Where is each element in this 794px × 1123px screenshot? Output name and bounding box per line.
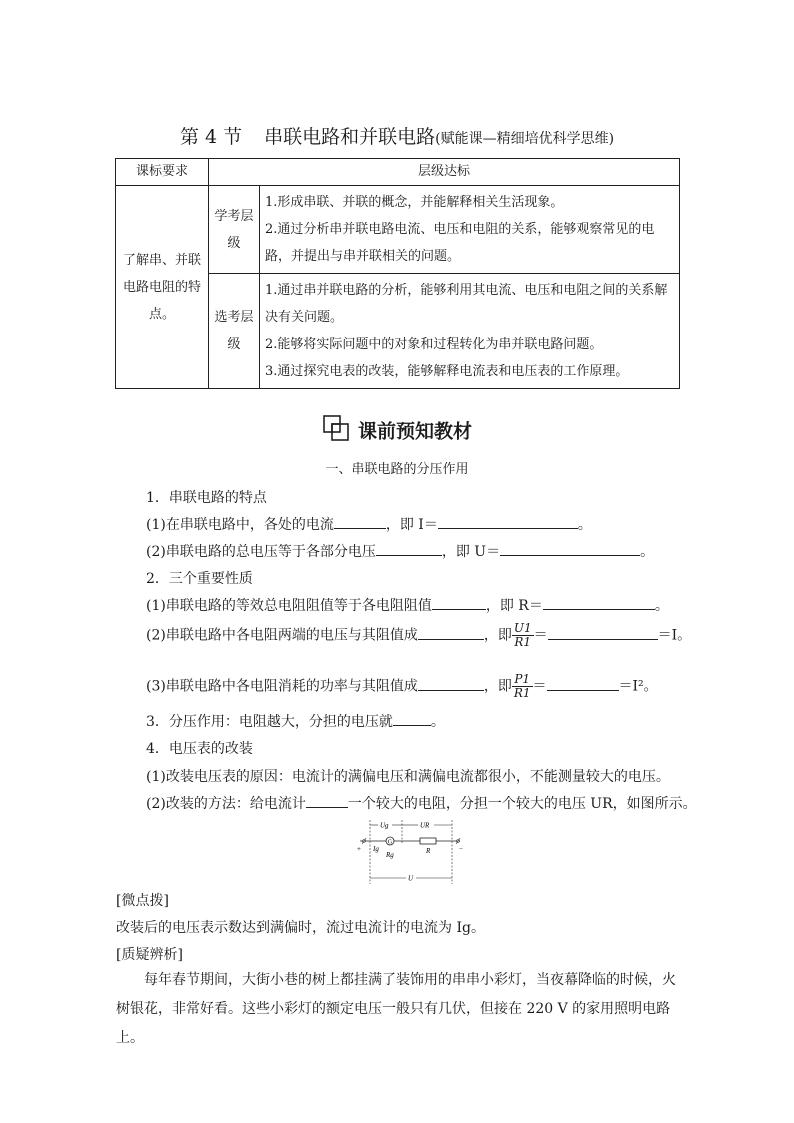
fill-blank[interactable] xyxy=(418,676,484,691)
plus-label: + xyxy=(357,845,361,853)
question-label: [质疑辨析] xyxy=(116,947,183,963)
line-3: (1)串联电路的等效总电阻阻值等于各电阻阻值 ，即 R＝ 。 xyxy=(146,595,669,615)
fill-blank[interactable] xyxy=(547,676,619,691)
section-label: 课前预知教材 xyxy=(357,420,472,443)
r-label: R xyxy=(426,847,431,855)
xuankao-label: 选考层级 xyxy=(209,274,260,389)
line-8: (2)改装的方法：给电流计 一个较大的电阻，分担一个较大的电压 UR，如图所示。 xyxy=(146,793,697,813)
question-paragraph: 每年春节期间，大街小巷的树上都挂满了装饰用的串串小彩灯，当夜幕降临的时候，火树银花，非常好看。这些小彩灯的额定电压一般只有几伏，但接在 220 V 的家用照明电路上。 xyxy=(116,972,676,1046)
heading-1: 1．串联电路的特点 xyxy=(146,490,267,506)
xuankao-items xyxy=(260,274,680,389)
xuekao-item: 2.通过分析串并联电路电流、电压和电阻的关系，能够观察常见的电路，并提出与串并联相关的问题。 xyxy=(265,222,655,264)
line-5: (3)串联电路中各电阻消耗的功率与其阻值成 ，即 $\frac{P1}{R1}$ ＝ ＝I²。 xyxy=(146,672,658,700)
fill-blank[interactable] xyxy=(548,625,658,640)
fraction: $\frac{U1}{R1}$ xyxy=(513,621,532,649)
u-label: U xyxy=(408,874,414,883)
objectives-table xyxy=(115,158,680,389)
minus-label: − xyxy=(459,845,463,853)
heading-2: 2．三个重要性质 xyxy=(146,571,253,587)
xuankao-item: 1.通过串并联电路的分析，能够利用其电流、电压和电阻之间的关系解决有关问题。 xyxy=(265,283,668,325)
line-1: (1)在串联电路中，各处的电流 ，即 I＝ 。 xyxy=(146,514,592,534)
voltmeter-circuit-diagram xyxy=(356,818,466,890)
line-2: (2)串联电路的总电压等于各部分电压 ，即 U＝ 。 xyxy=(146,541,654,561)
xuekao-item: 1.形成串联、并联的概念，并能解释相关生活现象。 xyxy=(265,195,564,210)
section-heading xyxy=(0,414,794,446)
ur-label: UR xyxy=(420,821,430,830)
fill-blank[interactable] xyxy=(543,595,655,610)
section-number: 第 4 节 xyxy=(179,126,243,148)
fill-blank[interactable] xyxy=(438,514,578,529)
galvanometer-label: G xyxy=(387,839,393,846)
ig-label: Ig xyxy=(373,845,379,853)
fraction: $\frac{P1}{R1}$ xyxy=(513,672,531,700)
header-levels: 层级达标 xyxy=(209,159,680,186)
rg-label: Rg xyxy=(386,851,394,859)
xuankao-item: 3.通过探究电表的改装，能够解释电流表和电压表的工作原理。 xyxy=(265,364,629,379)
fill-blank[interactable] xyxy=(393,711,431,726)
line-7: (1)改装电压表的原因：电流计的满偏电压和满偏电流都很小，不能测量较大的电压。 xyxy=(146,769,670,785)
line-4: (2)串联电路中各电阻两端的电压与其阻值成 ，即 $\frac{U1}{R1}$ ＝ ＝I。 xyxy=(146,621,692,649)
fill-blank[interactable] xyxy=(306,793,348,808)
fill-blank[interactable] xyxy=(334,514,386,529)
header-requirement: 课标要求 xyxy=(116,159,209,186)
page-title xyxy=(0,122,794,149)
overlapping-squares-icon xyxy=(322,414,350,446)
fill-blank[interactable] xyxy=(418,625,484,640)
title-main: 串联电路和并联电路 xyxy=(264,126,436,148)
tip-label: [微点拨] xyxy=(116,893,169,909)
xuekao-items xyxy=(260,186,680,274)
xuankao-item: 2.能够将实际问题中的对象和过程转化为串并联电路问题。 xyxy=(265,337,603,352)
xuekao-label: 学考层级 xyxy=(209,186,260,274)
ug-label: Ug xyxy=(380,821,389,830)
line-6: 3．分压作用：电阻越大，分担的电压就 。 xyxy=(146,711,445,731)
subsection-title: 一、串联电路的分压作用 xyxy=(325,462,469,477)
fill-blank[interactable] xyxy=(432,595,486,610)
fill-blank[interactable] xyxy=(500,541,640,556)
tip-text: 改装后的电压表示数达到满偏时，流过电流计的电流为 Ig。 xyxy=(116,920,485,936)
requirement-cell: 了解串、并联电路电阻的特点。 xyxy=(116,186,209,389)
fill-blank[interactable] xyxy=(376,541,442,556)
title-subtitle: (赋能课—精细培优科学思维) xyxy=(435,131,615,147)
heading-4: 4．电压表的改装 xyxy=(146,741,253,757)
